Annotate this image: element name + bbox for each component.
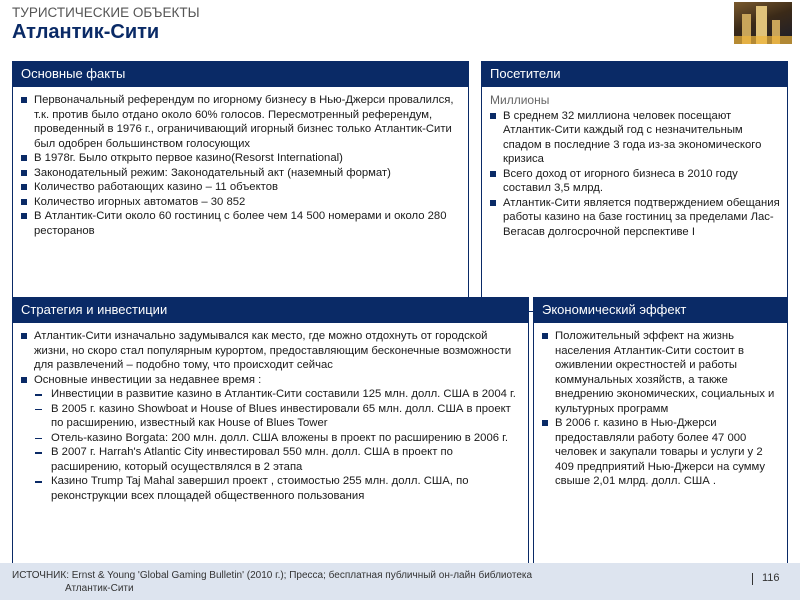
visitors-panel [481,61,788,312]
list-item: Основные инвестиции за недавнее время : [21,373,522,388]
sub-list-item: Казино Trump Taj Mahal завершил проект , стоимостью 255 млн. долл. США, по реконструкции всех площадей общественного пользования [21,474,522,503]
page-number: 116 [762,572,780,584]
key-facts-body [12,87,469,312]
page-number-divider [752,573,753,585]
list-item: Положительный эффект на жизнь населения Атлантик-Сити состоит в оживлении окрестностей и работы коммунальных хозяйств, а также внедрению экономических, социальных и культурных программ [542,329,781,416]
footer-band [0,563,800,600]
key-facts-panel [12,61,469,312]
list-item: Атлантик-Сити изначально задумывался как место, где можно отдохнуть от городской жизни, но скоро стал популярным курортом, предоставляющим бесконечные возможности для развлечений – подобно тому, что происходит сейчас [21,329,522,373]
economic-effect-body [533,323,788,581]
key-facts-header: Основные факты [12,61,469,87]
source-line-1: ИСТОЧНИК: Ernst & Young 'Global Gaming Bulletin' (2010 г.); Пресса; бесплатная публичный он-лайн библиотека [12,570,533,581]
list-item: Всего доход от игорного бизнеса в 2010 году составил 3,5 млрд. [490,167,781,196]
source-line-2: Атлантик-Сити [65,583,134,594]
sub-list-item: Отель-казино Borgata: 200 млн. долл. США вложены в проект по расширению в 2006 г. [21,431,522,446]
atlantic-city-photo [734,2,792,44]
source-note [12,569,532,595]
economic-effect-header: Экономический эффект [533,297,788,323]
list-item: Количество игорных автоматов – 30 852 [21,195,462,210]
visitors-body [481,87,788,312]
list-item: Атлантик-Сити является подтверждением обещания работы казино на базе гостиниц за пределами Лас-Вегасав долгосрочной перспективе I [490,196,781,240]
list-item: В 2006 г. казино в Нью-Джерси предоставляли работу более 47 000 человек и закупали товары и услуги у 2 409 предприятий Нью-Джерси на сумму свыше 2,01 млрд. долл. США . [542,416,781,489]
sub-list-item: Инвестиции в развитие казино в Атлантик-Сити составили 125 млн. долл. США в 2004 г. [21,387,522,402]
strategy-panel [12,297,529,581]
sub-list-item: В 2005 г. казино Showboat и House of Blues инвестировали 65 млн. долл. США в проект по расширению, известный как House of Blues Tower [21,402,522,431]
list-item: Законодательный режим: Законодательный акт (наземный формат) [21,166,462,181]
list-item: Первоначальный референдум по игорному бизнесу в Нью-Джерси провалился, т.к. против было отдано около 60% голосов. Пересмотренный референдум, проведенный в 1976 г., ограничивающий игорный бизнес только Атлантик-Сити был одобрен большинством голосующих [21,93,462,151]
sub-list-item: В 2007 г. Harrah's Atlantic City инвестировал 550 млн. долл. США в проект по расширению, который осуществлялся в 2 этапа [21,445,522,474]
list-item: В Атлантик-Сити около 60 гостиниц с более чем 14 500 номерами и около 280 ресторанов [21,209,462,238]
strategy-body [12,323,529,581]
economic-effect-panel [533,297,788,581]
strategy-header: Стратегия и инвестиции [12,297,529,323]
page-title: Атлантик-Сити [12,21,160,43]
list-item: В среднем 32 миллиона человек посещают Атлантик-Сити каждый год с незначительным спадом в последние 3 года из-за экономического кризиса [490,109,781,167]
lights-glow [734,36,792,44]
visitors-header: Посетители [481,61,788,87]
list-item: Количество работающих казино – 11 объектов [21,180,462,195]
section-supertitle: ТУРИСТИЧЕСКИЕ ОБЪЕКТЫ [12,5,200,20]
visitors-unit-label: Миллионы [490,93,550,107]
list-item: В 1978г. Было открыто первое казино(Resorst International) [21,151,462,166]
